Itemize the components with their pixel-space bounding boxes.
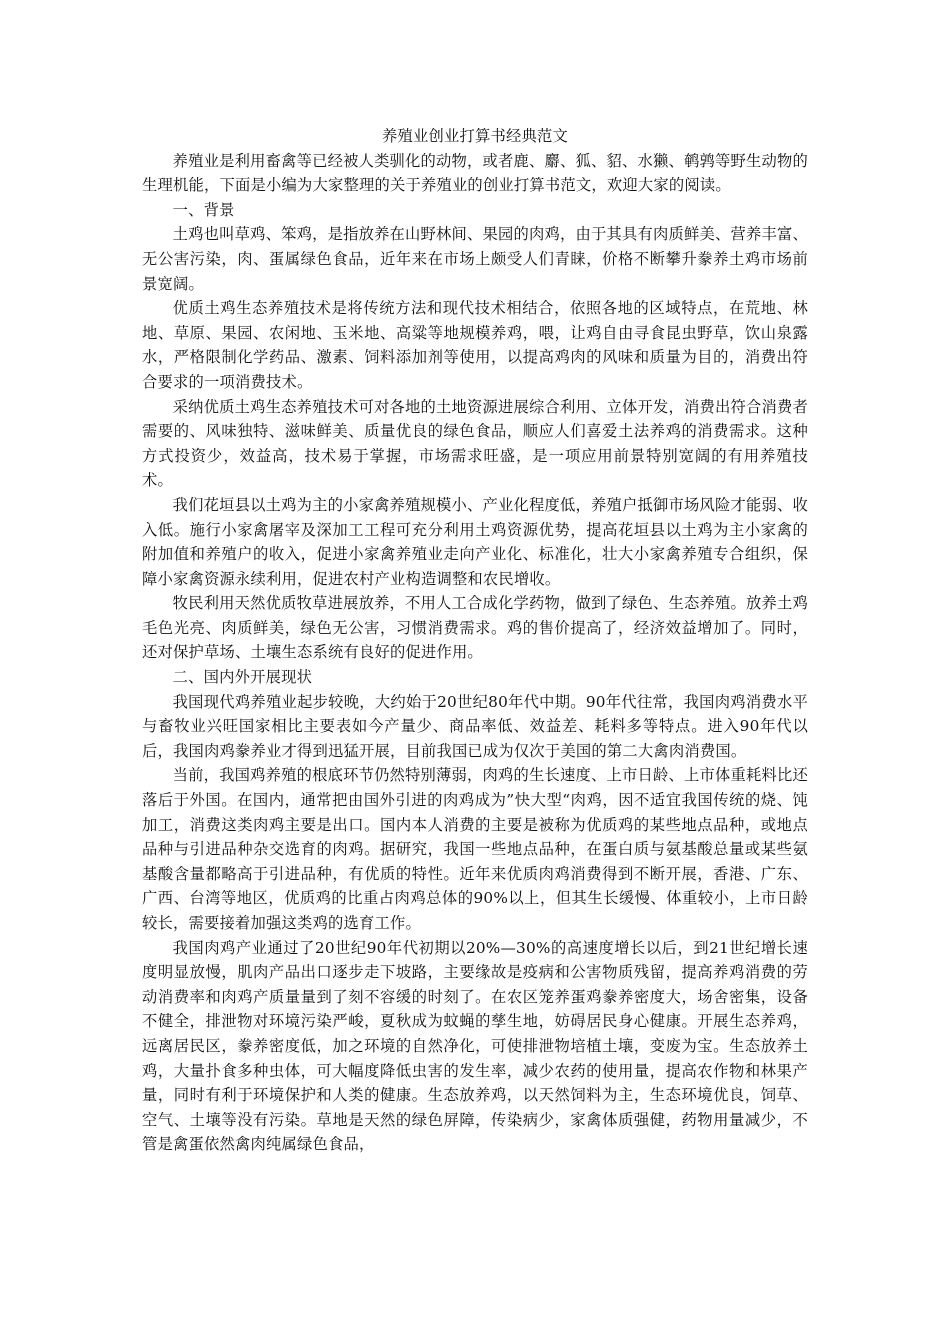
paragraph: 当前，我国鸡养殖的根底环节仍然特别薄弱，肉鸡的生长速度、上市日龄、上市体重耗料比还落后于外国。在国内，通常把由国外引进的肉鸡成为”快大型“肉鸡，因不适宜我国传统的烧、饨加工，消费这类肉鸡主要是出口。国内本人消费的主要是被称为优质鸡的某些地点品种，或地点品种与引进品种杂交选育的肉鸡。据研究，我国一些地点品种，在蛋白质与氨基酸总量或某些氨基酸含量都略高于引进品种，有优质的特性。近年来优质肉鸡消费得到不断开展，香港、广东、广西、台湾等地区，优质鸡的比重占肉鸡总体的90%以上，但其生长缓慢、体重较小，上市日龄较长，需要接着加强这类鸡的选育工作。 xyxy=(142,766,808,932)
intro-paragraph: 养殖业是利用畜禽等已经被人类驯化的动物，或者鹿、麝、狐、貂、水獭、鹌鹑等野生动物的生理机能，下面是小编为大家整理的关于养殖业的创业打算书范文，欢迎大家的阅读。 xyxy=(142,151,808,195)
paragraph: 牧民利用天然优质牧草进展放养，不用人工合成化学药物，做到了绿色、生态养殖。放养土鸡毛色光亮、肉质鲜美，绿色无公害，习惯消费需求。鸡的售价提高了，经济效益增加了。同时，还对保护草场、土壤生态系统有良好的促进作用。 xyxy=(142,594,808,662)
document-page xyxy=(142,124,808,1157)
paragraph: 我们花垣县以土鸡为主的小家禽养殖规模小、产业化程度低，养殖户抵御市场风险才能弱、收入低。施行小家禽屠宰及深加工工程可充分利用土鸡资源优势，提高花垣县以土鸡为主小家禽的附加值和养殖户的收入，促进小家禽养殖业走向产业化、标准化，壮大小家禽养殖专合组织，保障小家禽资源永续利用，促进农村产业构造调整和农民增收。 xyxy=(142,495,808,588)
document-title: 养殖业创业打算书经典范文 xyxy=(382,127,568,145)
paragraph: 我国肉鸡产业通过了20世纪90年代初期以20%—30%的高速度增长以后，到21世纪增长速度明显放慢，肌肉产品出口逐步走下坡路，主要缘故是疫病和公害物质残留，提高养鸡消费的劳动消费率和肉鸡产质量量到了刻不容缓的时刻了。在农区笼养蛋鸡豢养密度大，场舍密集，设备不健全，排泄物对环境污染严峻，夏秋成为蚊蝇的孳生地，妨碍居民身心健康。开展生态养鸡，远离居民区，豢养密度低，加之环境的自然净化，可使排泄物培植土壤，变废为宝。生态放养土鸡，大量扑食多种虫体，可大幅度降低虫害的发生率，减少农药的使用量，提高农作物和林果产量，同时有利于环境保护和人类的健康。生态放养鸡，以天然饲料为主，生态环境优良，饲草、空气、土壤等没有污染。草地是天然的绿色屏障，传染病少，家禽体质强健，药物用量减少，不管是禽蛋依然禽肉纯属绿色食品， xyxy=(142,938,808,1154)
section-heading-background: 一、背景 xyxy=(172,200,235,219)
section-heading-status: 二、国内外开展现状 xyxy=(172,668,313,687)
paragraph: 我国现代鸡养殖业起步较晚，大约始于20世纪80年代中期。90年代往常，我国肉鸡消费水平与畜牧业兴旺国家相比主要表如今产量少、商品率低、效益差、耗料多等特点。进入90年代以后，我国肉鸡豢养业才得到迅猛开展，目前我国已成为仅次于美国的第二大禽肉消费国。 xyxy=(142,692,808,760)
paragraph: 土鸡也叫草鸡、笨鸡，是指放养在山野林间、果园的肉鸡，由于其具有肉质鲜美、营养丰富、无公害污染，肉、蛋属绿色食品，近年来在市场上颇受人们青睐，价格不断攀升豢养土鸡市场前景宽阔。 xyxy=(142,225,808,293)
paragraph: 采纳优质土鸡生态养殖技术可对各地的土地资源进展综合利用、立体开发，消费出符合消费者需要的、风味独特、滋味鲜美、质量优良的绿色食品，顺应人们喜爱土法养鸡的消费需求。这种方式投资少，效益高，技术易于掌握，市场需求旺盛，是一项应用前景特别宽阔的有用养殖技术。 xyxy=(142,397,808,490)
paragraph: 优质土鸡生态养殖技术是将传统方法和现代技术相结合，依照各地的区域特点，在荒地、林地、草原、果园、农闲地、玉米地、高粱等地规模养鸡，喂，让鸡自由寻食昆虫野草，饮山泉露水，严格限制化学药品、激素、饲料添加剂等使用，以提高鸡肉的风味和质量为目的，消费出符合要求的一项消费技术。 xyxy=(142,299,808,391)
